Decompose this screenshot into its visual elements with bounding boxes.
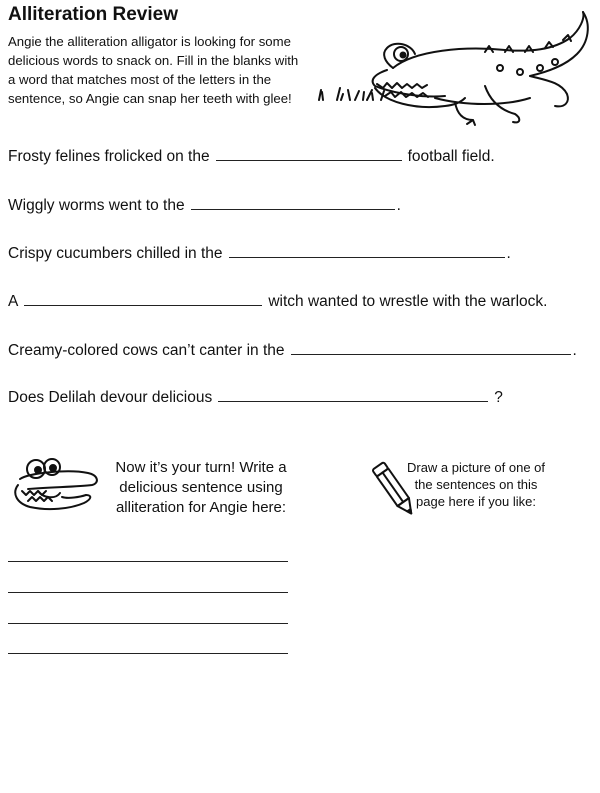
sentence-3: [8, 243, 511, 263]
instruction-line: sentence, so Angie can snap her teeth with glee!: [8, 91, 292, 106]
sentence-text: Wiggly worms went to the: [8, 197, 185, 214]
draw-line: the sentences on this: [414, 477, 538, 492]
writing-line[interactable]: [8, 623, 288, 624]
instruction-line: Angie the alliteration alligator is looking for some: [8, 34, 291, 49]
alligator-head-icon: [8, 455, 103, 520]
your-turn-prompt: [105, 458, 297, 518]
sentence-5: [8, 340, 577, 360]
sentence-text: .: [572, 342, 577, 359]
instruction-line: a word that matches most of the letters in the: [8, 72, 272, 87]
sentence-text: ?: [494, 389, 503, 406]
instructions: [8, 32, 328, 108]
sentence-6: [8, 387, 503, 407]
sentence-text: Crispy cucumbers chilled in the: [8, 245, 223, 262]
prompt-line: Now it’s your turn! Write a: [115, 459, 287, 476]
writing-line[interactable]: [8, 592, 288, 593]
prompt-line: delicious sentence using: [119, 479, 283, 496]
sentence-2: [8, 195, 401, 215]
sentence-4: [8, 291, 547, 311]
sentence-text: .: [506, 245, 511, 262]
sentence-text: Does Delilah devour delicious: [8, 389, 213, 406]
prompt-line: alliteration for Angie here:: [115, 499, 287, 516]
sentence-text: witch wanted to wrestle with the warlock.: [268, 293, 548, 310]
draw-line: page here if you like:: [416, 494, 536, 509]
draw-line: Draw a picture of one of: [406, 460, 546, 475]
worksheet-title: Alliteration Review: [8, 4, 178, 25]
writing-line[interactable]: [8, 653, 288, 654]
answer-blank[interactable]: [229, 243, 505, 258]
answer-blank[interactable]: [291, 340, 571, 355]
draw-prompt: [398, 459, 554, 510]
sentence-text: Creamy-colored cows can’t canter in the: [8, 342, 285, 359]
instruction-line: delicious words to snack on. Fill in the blanks with: [8, 53, 299, 68]
answer-blank[interactable]: [218, 387, 488, 402]
answer-blank[interactable]: [191, 195, 395, 210]
sentence-text: Frosty felines frolicked on the: [8, 148, 210, 165]
sentence-text: .: [396, 197, 401, 214]
writing-line[interactable]: [8, 561, 288, 562]
answer-blank[interactable]: [216, 146, 402, 161]
sentence-text: A: [8, 293, 19, 310]
sentence-1: [8, 146, 495, 166]
sentence-text: football field.: [407, 148, 495, 165]
answer-blank[interactable]: [24, 291, 262, 306]
alligator-illustration-icon: [315, 10, 600, 128]
